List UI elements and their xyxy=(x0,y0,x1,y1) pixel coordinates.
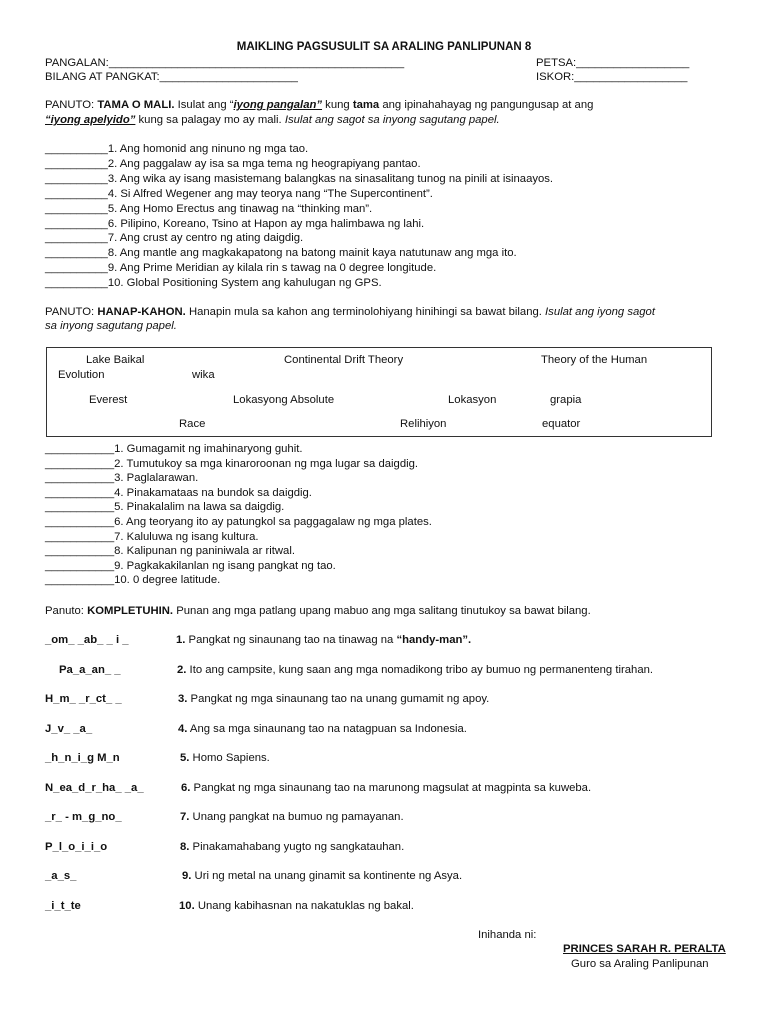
tama-o-mali-item: __________1. Ang homonid ang ninuno ng mga tao. xyxy=(45,143,309,155)
score-field: ISKOR:__________________ xyxy=(536,71,688,83)
clue-emphasis: “handy-man”. xyxy=(396,634,472,646)
clue-text xyxy=(179,899,414,913)
clue-text xyxy=(180,810,404,824)
section-field: BILANG AT PANGKAT:______________________ xyxy=(45,71,298,83)
clue-text xyxy=(180,751,270,765)
word-lokasyon: Lokasyon xyxy=(448,394,497,406)
incomplete-word: J_v_ _a_ xyxy=(45,722,93,735)
word-wika: wika xyxy=(192,369,215,381)
clue-description: Uri ng metal na unang ginamit sa kontinente ng Asya. xyxy=(191,870,463,882)
clue-text xyxy=(177,663,653,677)
hanap-kahon-item: ___________1. Gumagamit ng imahinaryong guhit. xyxy=(45,443,303,455)
tama-o-mali-item: __________7. Ang crust ay centro ng ating daigdig. xyxy=(45,232,304,245)
clue-description: Ang sa mga sinaunang tao na natagpuan sa Indonesia. xyxy=(187,722,467,735)
clue-number: 1. xyxy=(176,634,186,646)
tama-o-mali-item: __________8. Ang mantle ang magkakapatong na batong mainit kaya natutunaw ang mga ito. xyxy=(45,247,517,260)
incomplete-word: _a_s_ xyxy=(45,870,77,882)
incomplete-word: N_ea_d_r_ha_ _a_ xyxy=(45,781,144,794)
hanap-kahon-item: ___________2. Tumutukoy sa mga kinaroroonan ng mga lugar sa daigdig. xyxy=(45,457,419,470)
part2-instruction-cont: sa inyong sagutang papel. xyxy=(45,320,177,332)
clue-description: Homo Sapiens. xyxy=(189,752,270,764)
incomplete-word: H_m_ _r_ct_ _ xyxy=(45,693,122,705)
word-lake-baikal: Lake Baikal xyxy=(86,354,145,366)
word-continental-drift: Continental Drift Theory xyxy=(284,354,404,366)
part1-instruction: PANUTO: TAMA O MALI. Isulat ang “iyong pangalan” kung tama ang ipinahahayag ng pangungusap at ang xyxy=(45,99,594,111)
incomplete-word: P_l_o_i_i_o xyxy=(45,840,108,853)
hanap-kahon-item: ___________6. Ang teoryang ito ay patungkol sa paggagalaw ng mga plates. xyxy=(45,516,432,528)
tama-o-mali-item: __________10. Global Positioning System ang kahulugan ng GPS. xyxy=(45,277,382,290)
tama-o-mali-item: __________3. Ang wika ay isang masistemang balangkas na sinasalitang tunog na pinili at isinaayos. xyxy=(45,172,554,185)
clue-number: 9. xyxy=(182,870,192,882)
clue-description: Pangkat ng mga sinaunang tao na unang gumamit ng apoy. xyxy=(187,693,490,705)
clue-text xyxy=(180,840,404,854)
clue-number: 4. xyxy=(178,722,188,735)
teacher-role: Guro sa Araling Panlipunan xyxy=(571,958,709,970)
hanap-kahon-item: ___________9. Pagkakakilanlan ng isang pangkat ng tao. xyxy=(45,559,336,572)
clue-description: Ito ang campsite, kung saan ang mga nomadikong tribo ay bumuo ng permanenteng tirahan. xyxy=(186,663,654,676)
clue-text xyxy=(182,869,462,883)
word-equator: equator xyxy=(542,418,581,430)
incomplete-word: _h_n_i_g M_n xyxy=(45,752,120,764)
clue-number: 2. xyxy=(177,663,187,676)
tama-o-mali-item: __________9. Ang Prime Meridian ay kilala rin s tawag na 0 degree longitude. xyxy=(45,262,437,275)
prepared-by-label: Inihanda ni: xyxy=(478,929,537,941)
tama-o-mali-item: __________4. Si Alfred Wegener ang may teorya nang “The Supercontinent”. xyxy=(45,187,433,200)
part2-instruction: PANUTO: HANAP-KAHON. Hanapin mula sa kahon ang terminolohiyang hinihingi sa bawat bilang. Isulat ang iyong sagot xyxy=(45,306,655,318)
tama-o-mali-item: __________2. Ang paggalaw ay isa sa mga tema ng heograpiyang pantao. xyxy=(45,157,421,170)
incomplete-word: _i_t_te xyxy=(45,899,81,912)
clue-description: Pinakamahabang yugto ng sangkatauhan. xyxy=(189,840,405,853)
date-field: PETSA:__________________ xyxy=(536,57,690,69)
clue-description: Pangkat ng sinaunang tao na tinawag na xyxy=(185,634,397,646)
incomplete-word: _r_ - m_g_no_ xyxy=(45,811,122,823)
tama-o-mali-item: __________5. Ang Homo Erectus ang tinawag na “thinking man”. xyxy=(45,202,373,215)
clue-number: 8. xyxy=(180,840,190,853)
word-theory-human: Theory of the Human xyxy=(541,354,648,366)
clue-number: 6. xyxy=(181,781,191,794)
word-relihiyon: Relihiyon xyxy=(400,418,447,430)
hanap-kahon-item: ___________5. Pinakalalim na lawa sa daigdig. xyxy=(45,501,285,514)
hanap-kahon-item: ___________3. Paglalarawan. xyxy=(45,472,199,485)
clue-description: Unang pangkat na bumuo ng pamayanan. xyxy=(189,811,404,823)
word-evolution: Evolution xyxy=(58,369,105,381)
clue-text xyxy=(181,781,591,795)
clue-number: 5. xyxy=(180,752,190,764)
part1-instruction-cont: “iyong apelyido” kung sa palagay mo ay mali. Isulat ang sagot sa inyong sagutang papel. xyxy=(45,114,500,126)
part3-instruction: Panuto: KOMPLETUHIN. Punan ang mga patlang upang mabuo ang mga salitang tinutukoy sa bawat bilang. xyxy=(45,605,591,617)
word-grapia: grapia xyxy=(550,394,582,406)
name-field: PANGALAN:_______________________________________________ xyxy=(45,57,405,69)
clue-description: Unang kabihasnan na nakatuklas ng bakal. xyxy=(194,899,414,912)
clue-text xyxy=(176,633,471,647)
clue-text xyxy=(178,692,489,706)
hanap-kahon-item: ___________10. 0 degree latitude. xyxy=(45,574,221,587)
hanap-kahon-item: ___________7. Kaluluwa ng isang kultura. xyxy=(45,530,259,543)
clue-number: 7. xyxy=(180,811,190,823)
teacher-name: PRINCES SARAH R. PERALTA xyxy=(563,943,726,955)
hanap-kahon-item: ___________4. Pinakamataas na bundok sa daigdig. xyxy=(45,486,312,499)
clue-number: 10. xyxy=(179,899,195,912)
word-lokasyong-absolute: Lokasyong Absolute xyxy=(233,394,335,406)
incomplete-word: Pa_a_an_ _ xyxy=(59,663,121,676)
hanap-kahon-item: ___________8. Kalipunan ng paniniwala ar ritwal. xyxy=(45,545,295,558)
word-box xyxy=(46,347,712,437)
worksheet-title: MAIKLING PAGSUSULIT SA ARALING PANLIPUNAN 8 xyxy=(236,41,532,53)
clue-description: Pangkat ng mga sinaunang tao na marunong magsulat at magpinta sa kuweba. xyxy=(190,781,592,794)
tama-o-mali-item: __________6. Pilipino, Koreano, Tsino at Hapon ay mga halimbawa ng lahi. xyxy=(45,217,425,230)
incomplete-word: _om_ _ab_ _ i _ xyxy=(45,634,129,646)
word-race: Race xyxy=(179,418,206,430)
word-everest: Everest xyxy=(89,394,128,406)
clue-text xyxy=(178,722,467,736)
clue-number: 3. xyxy=(178,693,188,705)
